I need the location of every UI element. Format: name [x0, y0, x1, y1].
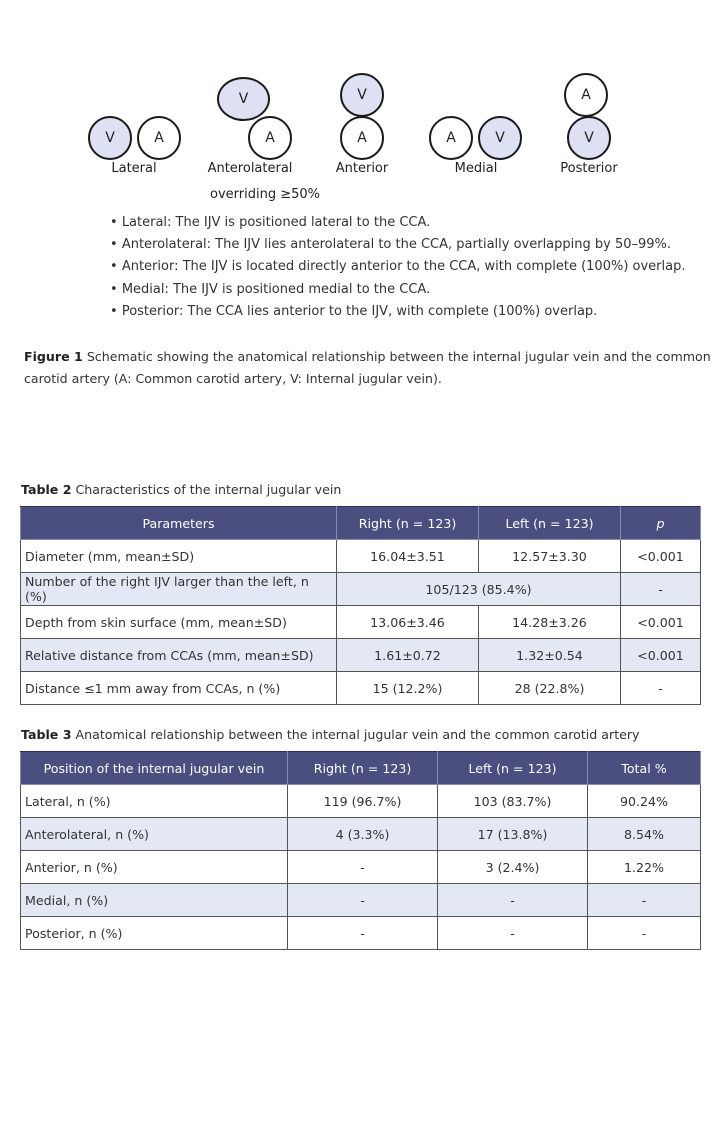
table-cell: - [288, 884, 438, 917]
caption-label: Figure 1 [24, 349, 83, 364]
table-label: Table 3 [21, 727, 72, 742]
table-cell: - [588, 884, 701, 917]
table-cell: Distance ≤1 mm away from CCAs, n (%) [21, 672, 337, 705]
table-3 [20, 751, 701, 950]
table-cell: <0.001 [621, 639, 701, 672]
table-cell: - [621, 672, 701, 705]
table-cell: 1.22% [588, 851, 701, 884]
table-cell: Number of the right IJV larger than the left, n (%) [21, 573, 337, 606]
caption-text: Schematic showing the anatomical relationship between the internal jugular vein and the common carotid artery (A: Common carotid artery, V: Internal jugular vein). [24, 349, 711, 386]
table-row [21, 573, 701, 606]
table-2-caption [21, 482, 341, 497]
artery-circle: A [340, 116, 384, 160]
table-label: Table 2 [21, 482, 72, 497]
column-header: p [621, 507, 701, 540]
column-header: Right (n = 123) [337, 507, 479, 540]
table-cell: 3 (2.4%) [438, 851, 588, 884]
diagram-sublabel-overriding: overriding ≥50% [210, 187, 320, 202]
legend-bullet: • Anterolateral: The IJV lies anterolateral to the CCA, partially overlapping by 50–99%. [110, 234, 685, 256]
table-3-caption [21, 727, 640, 742]
table-row [21, 672, 701, 705]
table-cell: Relative distance from CCAs (mm, mean±SD) [21, 639, 337, 672]
vein-circle: V [217, 77, 270, 121]
table-cell: 14.28±3.26 [479, 606, 621, 639]
table-row [21, 606, 701, 639]
table-cell: <0.001 [621, 606, 701, 639]
table-header-row [21, 752, 701, 785]
table-cell: 105/123 (85.4%) [337, 573, 621, 606]
table-cell: - [288, 851, 438, 884]
table-cell: Posterior, n (%) [21, 917, 288, 950]
artery-circle: A [248, 116, 292, 160]
legend-bullet: • Lateral: The IJV is positioned lateral to the CCA. [110, 212, 685, 234]
artery-circle: A [564, 73, 608, 117]
table-cell: Anterolateral, n (%) [21, 818, 288, 851]
diagram-label-anterolateral: Anterolateral [207, 161, 293, 176]
table-row [21, 785, 701, 818]
table-cell: Anterior, n (%) [21, 851, 288, 884]
legend-bullet: • Posterior: The CCA lies anterior to the IJV, with complete (100%) overlap. [110, 301, 685, 323]
column-header: Total % [588, 752, 701, 785]
table-cell: Medial, n (%) [21, 884, 288, 917]
diagram-label-anterior: Anterior [335, 161, 389, 176]
table-header-row [21, 507, 701, 540]
artery-circle: A [429, 116, 473, 160]
diagram-label-lateral: Lateral [111, 161, 157, 176]
figure-1-caption [24, 346, 714, 390]
table-row [21, 884, 701, 917]
vein-circle: V [88, 116, 132, 160]
table-row [21, 540, 701, 573]
table-cell: 4 (3.3%) [288, 818, 438, 851]
column-header: Left (n = 123) [438, 752, 588, 785]
figure-legend-bullets [110, 212, 685, 323]
table-row [21, 851, 701, 884]
table-cell: 8.54% [588, 818, 701, 851]
table-cell: Lateral, n (%) [21, 785, 288, 818]
table-cell: 16.04±3.51 [337, 540, 479, 573]
table-row [21, 917, 701, 950]
diagram-label-medial: Medial [454, 161, 498, 176]
table-cell: 103 (83.7%) [438, 785, 588, 818]
legend-bullet: • Medial: The IJV is positioned medial to the CCA. [110, 279, 685, 301]
table-cell: - [621, 573, 701, 606]
table-cell: Depth from skin surface (mm, mean±SD) [21, 606, 337, 639]
column-header: Right (n = 123) [288, 752, 438, 785]
table-cell: 90.24% [588, 785, 701, 818]
table-cell: 1.61±0.72 [337, 639, 479, 672]
table-row [21, 818, 701, 851]
table-title: Anatomical relationship between the internal jugular vein and the common carotid artery [71, 727, 640, 742]
column-header: Left (n = 123) [479, 507, 621, 540]
table-cell: 13.06±3.46 [337, 606, 479, 639]
table-cell: - [438, 917, 588, 950]
table-cell: Diameter (mm, mean±SD) [21, 540, 337, 573]
vein-circle: V [340, 73, 384, 117]
vein-circle: V [567, 116, 611, 160]
table-cell: 119 (96.7%) [288, 785, 438, 818]
table-cell: 1.32±0.54 [479, 639, 621, 672]
table-row [21, 639, 701, 672]
table-cell: 28 (22.8%) [479, 672, 621, 705]
table-cell: <0.001 [621, 540, 701, 573]
vein-circle: V [478, 116, 522, 160]
table-title: Characteristics of the internal jugular vein [71, 482, 342, 497]
table-cell: - [588, 917, 701, 950]
column-header: Position of the internal jugular vein [21, 752, 288, 785]
table-cell: - [288, 917, 438, 950]
column-header: Parameters [21, 507, 337, 540]
table-2 [20, 506, 701, 705]
artery-circle: A [137, 116, 181, 160]
legend-bullet: • Anterior: The IJV is located directly anterior to the CCA, with complete (100%) overlap. [110, 256, 685, 278]
diagram-label-posterior: Posterior [560, 161, 618, 176]
table-cell: 17 (13.8%) [438, 818, 588, 851]
table-cell: 12.57±3.30 [479, 540, 621, 573]
table-cell: 15 (12.2%) [337, 672, 479, 705]
table-cell: - [438, 884, 588, 917]
